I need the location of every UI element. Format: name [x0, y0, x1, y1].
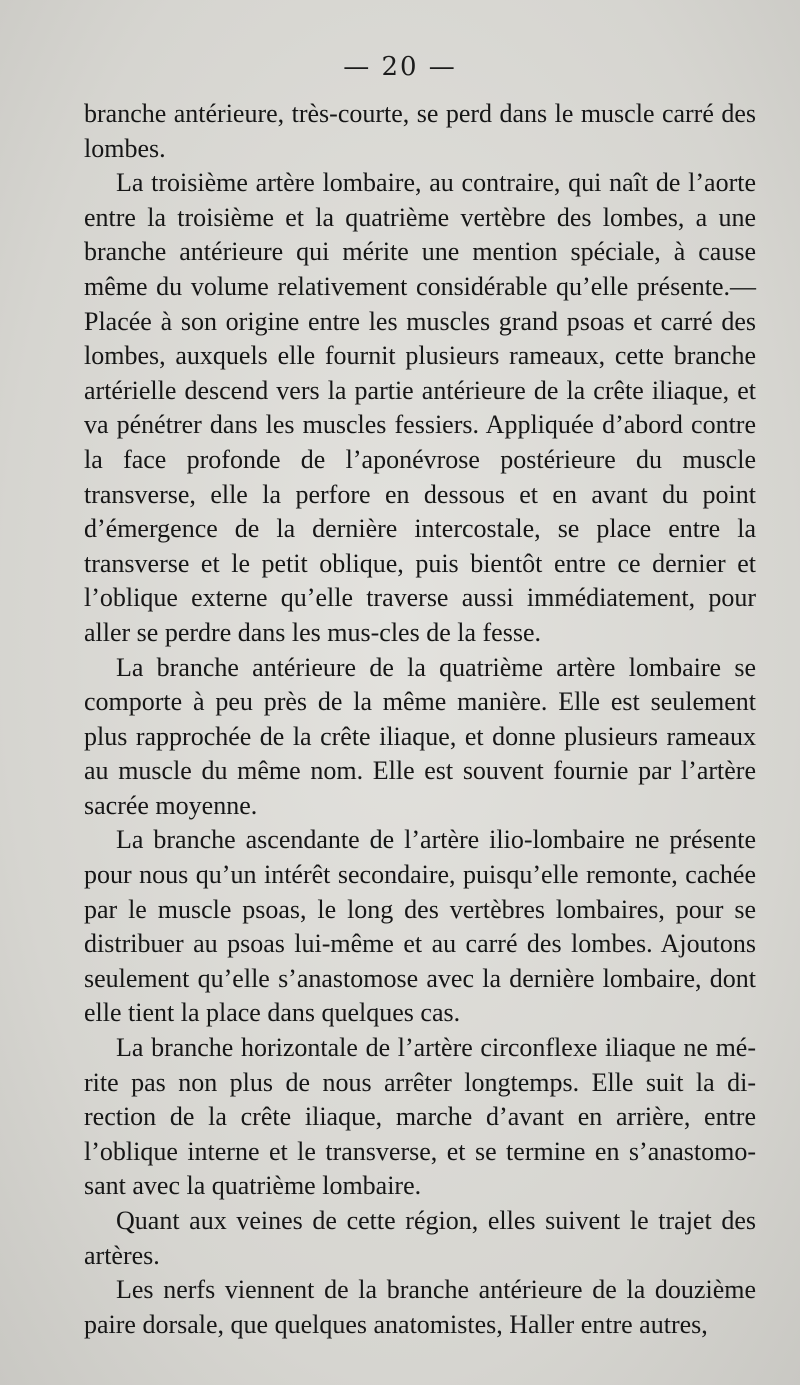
body-text [84, 97, 756, 1342]
paragraph: Les nerfs viennent de la branche antérieure de la douzième paire dorsale, que quelques anatomistes, Haller entre autres, [84, 1275, 756, 1339]
paragraph: Quant aux veines de cette région, elles suivent le trajet des artères. [84, 1206, 756, 1270]
page-number: — 20 — [343, 52, 457, 82]
paragraph: La branche horizontale de l’artère circonflexe iliaque ne mé-rite pas non plus de nous arrêter longtemps. Elle suit la di-rection de la crête iliaque, marche d’avant en arrière, entre l’oblique interne et le transverse, et se termine en s’anastomo-sant avec la quatrième lombaire. [84, 1033, 756, 1201]
paragraph: La branche ascendante de l’artère ilio-lombaire ne présente pour nous qu’un intérêt secondaire, puisqu’elle remonte, cachée par le muscle psoas, le long des vertèbres lombaires, pour se distribuer au psoas lui-même et au carré des lombes. Ajoutons seulement qu’elle s’anastomose avec la dernière lombaire, dont elle tient la place dans quelques cas. [84, 825, 756, 1028]
paragraph: La troisième artère lombaire, au contraire, qui naît de l’aorte entre la troisième et la quatrième vertèbre des lombes, a une branche antérieure qui mérite une mention spéciale, à cause même du volume relativement considérable qu’elle présente.— Placée à son origine entre les muscles grand psoas et carré des lombes, auxquels elle fournit plusieurs rameaux, cette branche artérielle descend vers la partie antérieure de la crête iliaque, et va pénétrer dans les muscles fessiers. Appliquée d’abord contre la face profonde de l’aponévrose postérieure du muscle transverse, elle la perfore en dessous et en avant du point d’émergence de la dernière intercostale, se place entre la transverse et le petit oblique, puis bientôt entre ce dernier et l’oblique externe qu’elle traverse aussi immédiatement, pour aller se perdre dans les mus-cles de la fesse. [84, 168, 756, 647]
paragraph: La branche antérieure de la quatrième artère lombaire se comporte à peu près de la même manière. Elle est seulement plus rapprochée de la crête iliaque, et donne plusieurs rameaux au muscle du même nom. Elle est souvent fournie par l’artère sacrée moyenne. [84, 652, 756, 820]
paragraph: branche antérieure, très-courte, se perd dans le muscle carré des lombes. [84, 99, 756, 163]
